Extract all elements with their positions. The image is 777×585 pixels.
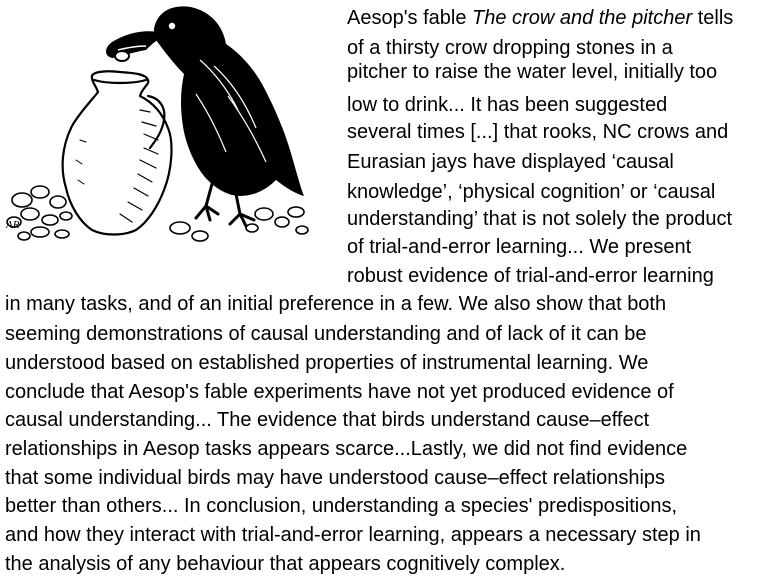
passage-line: low to drink... It has been suggested xyxy=(347,94,668,116)
passage-line: of a thirsty crow dropping stones in a xyxy=(347,37,673,59)
passage-line xyxy=(347,6,733,30)
passage-line: Eurasian jays have displayed ‘causal xyxy=(347,151,674,173)
passage-line: that some individual birds may have understood cause–effect relationships xyxy=(5,467,666,489)
passage-line: pitcher to raise the water level, initially too xyxy=(347,61,718,83)
fable-title: The crow and the pitcher xyxy=(472,7,693,29)
passage-line: knowledge’, ‘physical cognition’ or ‘causal xyxy=(347,181,716,203)
pitcher-drawing xyxy=(63,71,172,234)
passage-line: of trial-and-error learning... We present xyxy=(347,236,692,258)
passage-line: and how they interact with trial-and-error learning, appears a necessary step in xyxy=(5,524,701,546)
passage-line: causal understanding... The evidence that birds understand cause–effect xyxy=(5,409,650,431)
passage-line: conclude that Aesop's fable experiments have not yet produced evidence of xyxy=(5,381,674,403)
artist-signature: AR xyxy=(6,219,20,231)
crow-and-pitcher-illustration xyxy=(0,0,330,250)
passage-line: relationships in Aesop tasks appears scarce...Lastly, we did not find evidence xyxy=(5,438,688,460)
passage-line: seeming demonstrations of causal understanding and of lack of it can be xyxy=(5,323,647,345)
line-text: Aesop's fable xyxy=(347,7,473,29)
passage-line: several times [...] that rooks, NC crows and xyxy=(347,121,729,143)
passage-line: understood based on established properties of instrumental learning. We xyxy=(5,352,649,374)
passage-line: the analysis of any behaviour that appears cognitively complex. xyxy=(5,553,566,575)
passage-line: in many tasks, and of an initial preference in a few. We also show that both xyxy=(5,293,667,315)
passage-line: better than others... In conclusion, understanding a species' predispositions, xyxy=(5,495,678,517)
line-text: tells xyxy=(692,7,734,29)
passage-line: robust evidence of trial-and-error learning xyxy=(347,265,714,287)
passage-line: understanding’ that is not solely the product xyxy=(347,208,733,230)
